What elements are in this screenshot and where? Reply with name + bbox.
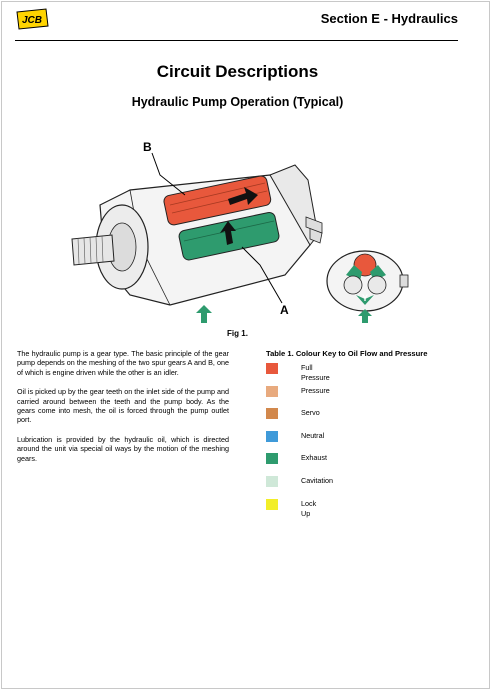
- inlet-arrow: [196, 305, 212, 323]
- logo-text: JCB: [21, 15, 43, 26]
- key-label: Servo: [301, 408, 320, 418]
- swatch-full-pressure: [266, 363, 278, 374]
- key-label: Full Pressure: [301, 363, 330, 382]
- pump-diagram: [60, 135, 420, 335]
- key-label: Neutral: [301, 430, 325, 440]
- figure-caption: Fig 1.: [227, 329, 248, 338]
- key-label: Cavitation: [301, 475, 333, 485]
- colour-key-title: Table 1. Colour Key to Oil Flow and Pressure: [266, 349, 428, 358]
- swatch-pressure: [266, 386, 278, 397]
- swatch-neutral: [266, 431, 278, 442]
- swatch-lock-up: [266, 499, 278, 510]
- section-title: Section E - Hydraulics: [320, 11, 458, 26]
- key-label: Pressure: [301, 385, 330, 395]
- paragraph: Oil is picked up by the gear teeth on the inlet side of the pump and carried around between the teeth and the pump body. As the gears come into mesh, the oil is forced through the pump outlet port.: [17, 387, 229, 425]
- key-label: Exhaust: [301, 453, 327, 463]
- page-subtitle: Hydraulic Pump Operation (Typical): [131, 95, 344, 109]
- label-gear-b: B: [143, 140, 152, 154]
- header-divider: [15, 40, 458, 41]
- key-label: Lock Up: [301, 498, 317, 518]
- label-section-y: Y: [362, 293, 369, 303]
- swatch-cavitation: [266, 476, 278, 487]
- swatch-servo: [266, 408, 278, 419]
- label-gear-a: A: [280, 303, 289, 317]
- paragraph: Lubrication is provided by the hydraulic oil, which is directed around the unit via special oil ways by the motion of the meshing gears.: [17, 434, 229, 463]
- swatch-exhaust: [266, 453, 278, 464]
- paragraph: The hydraulic pump is a gear type. The basic principle of the gear pump depends on the meshing of the two spur gears A and B, one of which is engine driven while the other is an idler.: [17, 349, 229, 377]
- pump-section-view: [327, 251, 408, 311]
- jcb-logo: [15, 8, 49, 30]
- body-text: [17, 349, 229, 473]
- page-title: Circuit Descriptions: [156, 62, 319, 81]
